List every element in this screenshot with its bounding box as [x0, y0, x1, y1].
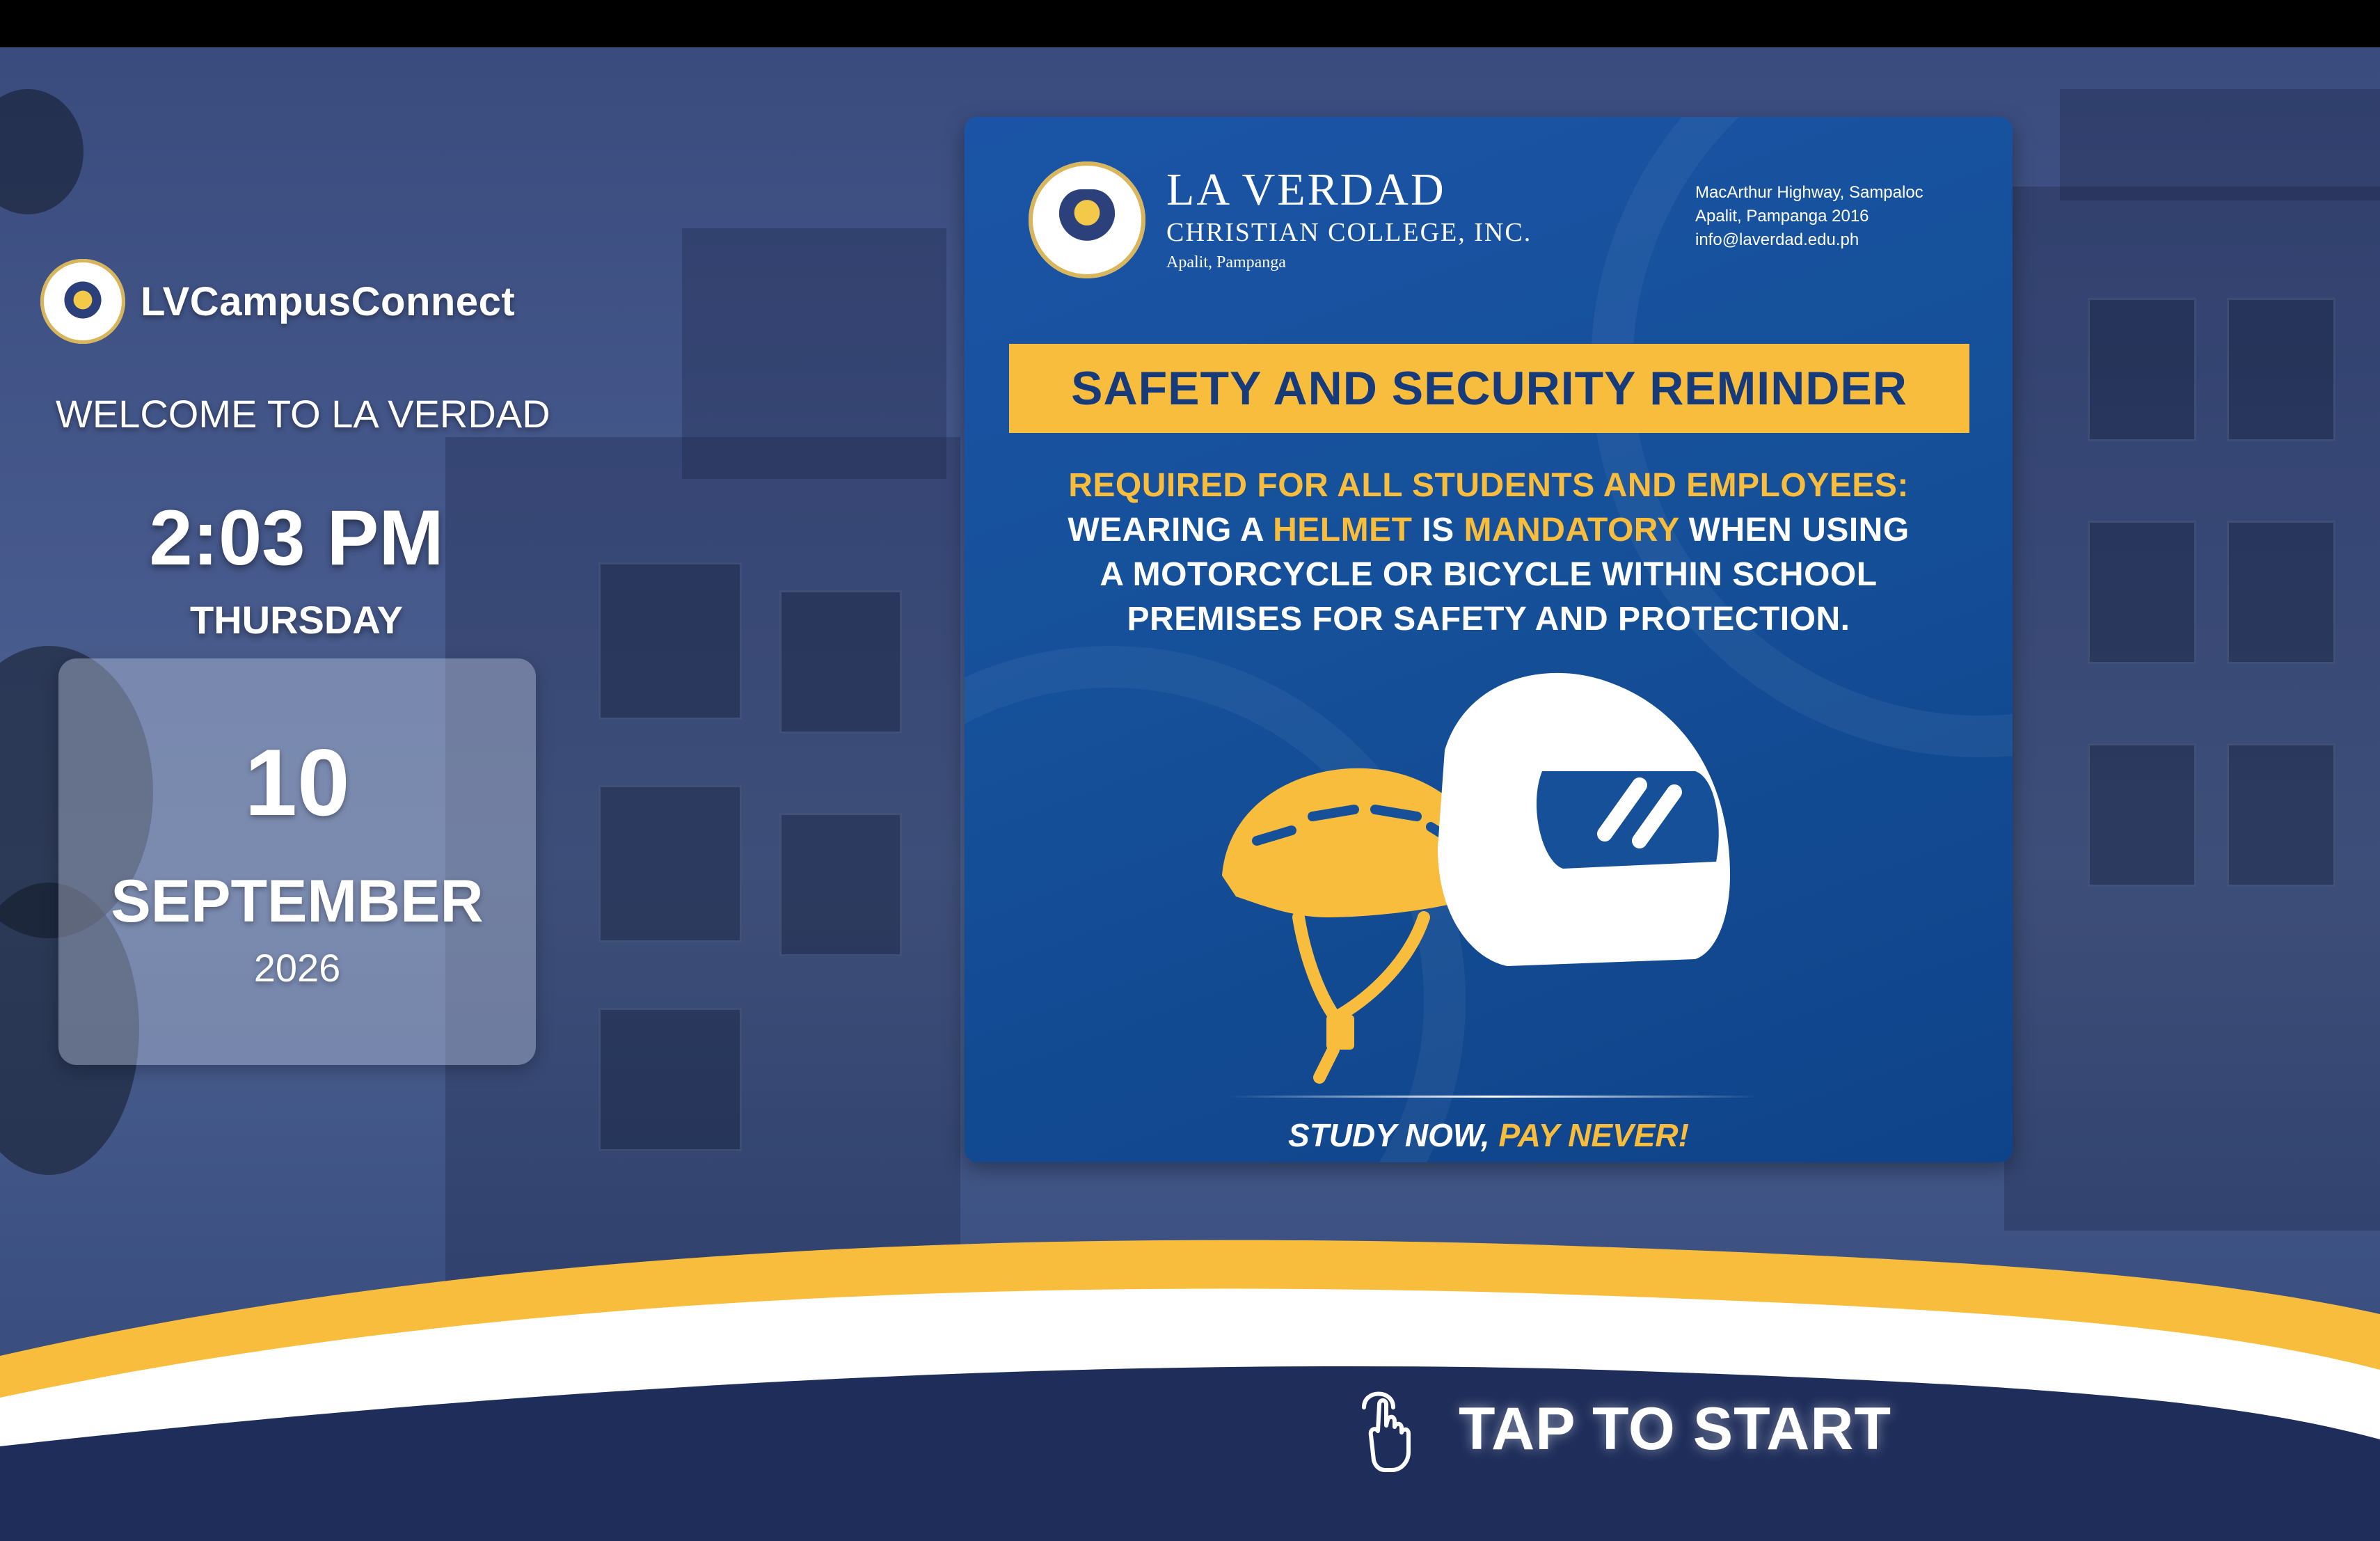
motorcycle-helmet-icon	[1438, 673, 1730, 966]
message-text: WHEN USING	[1679, 512, 1910, 548]
message-highlight: HELMET	[1273, 512, 1413, 548]
tagline-text: STUDY NOW,	[1288, 1117, 1499, 1153]
app-name: LVCampusConnect	[141, 278, 516, 324]
current-time: 2:03 PM	[149, 494, 444, 581]
college-name-line2: CHRISTIAN COLLEGE, INC.	[1166, 218, 1532, 247]
message-line: REQUIRED FOR ALL STUDENTS AND EMPLOYEES:	[1068, 467, 1909, 504]
poster-message	[1006, 464, 1971, 642]
helmets-illustration	[1215, 667, 1744, 1084]
college-location: Apalit, Pampanga	[1166, 253, 1286, 271]
poster-college-name	[1166, 164, 1532, 272]
brand-header	[40, 259, 515, 344]
tagline-highlight: PAY NEVER!	[1498, 1117, 1689, 1153]
poster-address	[1695, 181, 1923, 252]
tap-to-start-label: TAP TO START	[1459, 1395, 1891, 1462]
date-day: 10	[244, 729, 350, 835]
address-line: MacArthur Highway, Sampaloc	[1695, 183, 1923, 202]
current-day: THURSDAY	[190, 598, 403, 642]
college-name-line1: LA VERDAD	[1166, 164, 1446, 215]
message-text: IS	[1412, 512, 1464, 548]
welcome-text: WELCOME TO LA VERDAD	[56, 392, 550, 436]
message-text: WEARING A	[1068, 512, 1274, 548]
hand-pointer-icon	[1343, 1384, 1427, 1474]
date-month: SEPTEMBER	[111, 868, 484, 935]
poster-tagline	[965, 1116, 2013, 1154]
announcement-poster[interactable]	[965, 117, 2013, 1162]
poster-college-logo	[1029, 161, 1145, 278]
date-card	[58, 658, 536, 1065]
college-seal-logo	[40, 259, 125, 344]
email-line: info@laverdad.edu.ph	[1695, 230, 1859, 249]
message-line	[1006, 508, 1971, 553]
footer-divider	[1229, 1096, 1758, 1098]
poster-title-banner	[1009, 344, 1969, 433]
date-year: 2026	[253, 946, 341, 990]
poster-title: SAFETY AND SECURITY REMINDER	[1071, 362, 1907, 415]
kiosk-screen[interactable]	[0, 47, 2380, 1541]
message-highlight: MANDATORY	[1463, 512, 1679, 548]
message-line: A MOTORCYCLE OR BICYCLE WITHIN SCHOOL	[1100, 556, 1878, 593]
message-line: PREMISES FOR SAFETY AND PROTECTION.	[1127, 601, 1850, 638]
bottom-wave-decoration	[0, 1217, 2380, 1541]
address-line: Apalit, Pampanga 2016	[1695, 207, 1869, 226]
tap-to-start-button[interactable]	[1343, 1384, 1891, 1474]
